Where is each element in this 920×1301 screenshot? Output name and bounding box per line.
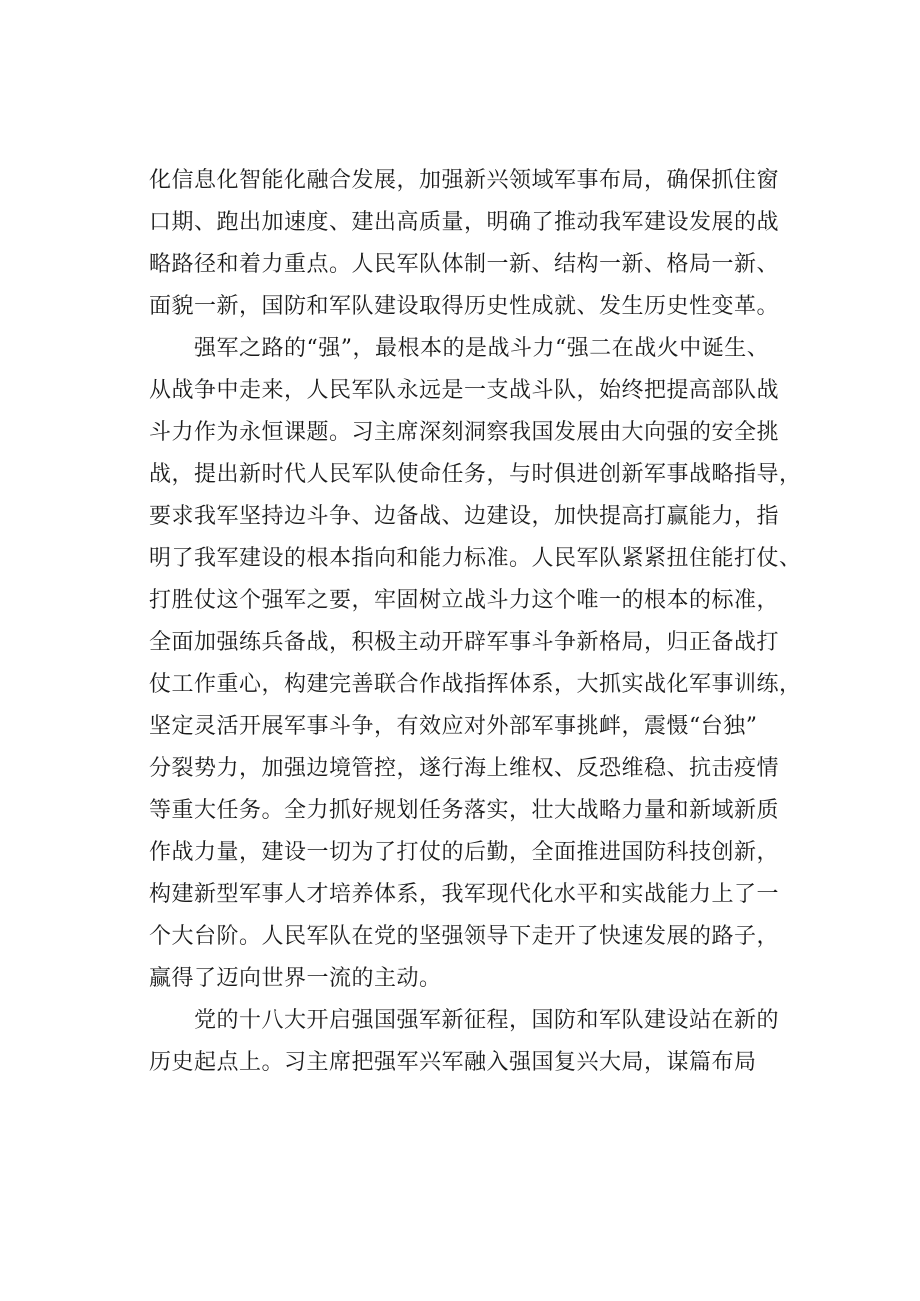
text-line: 赢得了迈向世界一流的主动。 bbox=[149, 966, 442, 991]
text-line: 分裂势力，加强边境管控，遂行海上维权、反恐维稳、抗击疫情 bbox=[149, 756, 780, 781]
text-line: 略路径和着力重点。人民军队体制一新、结构一新、格局一新、 bbox=[149, 252, 780, 277]
text-line: 坚定灵活开展军事斗争，有效应对外部军事挑衅，震慑“台独” bbox=[149, 714, 758, 739]
text-line: 个大台阶。人民军队在党的坚强领导下走开了快速发展的路子， bbox=[149, 924, 780, 949]
text-line: 从战争中走来，人民军队永远是一支战斗队，始终把提高部队战 bbox=[149, 378, 780, 403]
paragraph-first-line: 党的十八大开启强国强军新征程，国防和军队建设站在新的 bbox=[194, 1008, 780, 1033]
text-line: 口期、跑出加速度、建出高质量，明确了推动我军建设发展的战 bbox=[149, 210, 780, 235]
text-line: 全面加强练兵备战，积极主动开辟军事斗争新格局，归正备战打 bbox=[149, 630, 780, 655]
text-line: 历史起点上。习主席把强军兴军融入强国复兴大局，谋篇布局 bbox=[149, 1050, 757, 1075]
text-line: 打胜仗这个强军之要，牢固树立战斗力这个唯一的根本的标准， bbox=[149, 588, 780, 613]
text-line: 等重大任务。全力抓好规划任务落实，壮大战略力量和新域新质 bbox=[149, 798, 780, 823]
text-line: 仗工作重心，构建完善联合作战指挥体系，大抓实战化军事训练， bbox=[149, 672, 802, 697]
text-line: 要求我军坚持边斗争、边备战、边建设，加快提高打赢能力，指 bbox=[149, 504, 780, 529]
text-line: 作战力量，建设一切为了打仗的后勤，全面推进国防科技创新， bbox=[149, 840, 780, 865]
body-text bbox=[149, 160, 802, 1084]
text-line: 面貌一新，国防和军队建设取得历史性成就、发生历史性变革。 bbox=[149, 294, 780, 319]
text-line: 战，提出新时代人民军队使命任务，与时俱进创新军事战略指导， bbox=[149, 462, 802, 487]
text-line: 明了我军建设的根本指向和能力标准。人民军队紧紧扭住能打仗、 bbox=[149, 546, 802, 571]
text-line: 构建新型军事人才培养体系，我军现代化水平和实战能力上了一 bbox=[149, 882, 780, 907]
text-line: 化信息化智能化融合发展，加强新兴领域军事布局，确保抓住窗 bbox=[149, 168, 780, 193]
text-line: 斗力作为永恒课题。习主席深刻洞察我国发展由大向强的安全挑 bbox=[149, 420, 780, 445]
paragraph-first-line: 强军之路的“强”，最根本的是战斗力“强二在战火中诞生、 bbox=[194, 336, 770, 361]
